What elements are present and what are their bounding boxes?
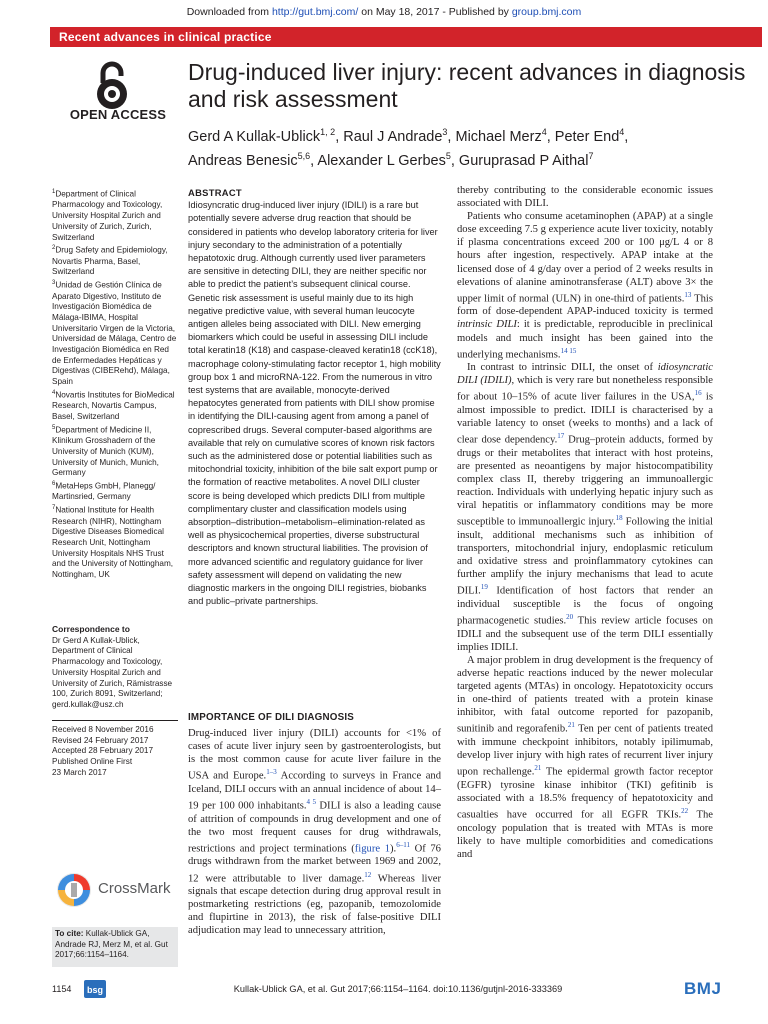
svg-text:bsg: bsg [86,985,104,995]
reference-link[interactable]: 21 [567,721,575,730]
author[interactable]: Michael Merz [455,128,542,145]
author[interactable]: Guruprasad P Aithal [458,152,589,169]
correspondence-text: Dr Gerd A Kullak-Ublick, Department of Clinical Pharmacology and Toxicology, University Hospital Zurich and University of Zurich, Rämistrasse 100, Zurich 8091, Switzerland; gerd.kullak@usz.ch [52,635,173,709]
article-title: Drug-induced liver injury: recent advances in diagnosis and risk assessment [188,59,746,112]
divider [52,720,178,721]
author-list: Gerd A Kullak-Ublick$^{1, 2}$, Raul J Andrade$^3$, Michael Merz$^4$, Peter End$^4$, Andreas Benesic$^{5,6}$, Alexander L Gerbes$^5$, Guruprasad P Aithal$^7$ [188,127,629,169]
affiliation: $^4$Novartis Institutes for BioMedical Research, Novartis Campus, Basel, Switzerland [52,389,175,421]
author[interactable]: Peter End [554,128,620,145]
abstract [188,186,441,609]
reference-link[interactable]: 16 [694,389,702,398]
open-access-label: OPEN ACCESS [69,107,167,122]
article-dates: Received 8 November 2016 Revised 24 February 2017 Accepted 28 February 2017 Published Online First 23 March 2017 [52,725,154,777]
reference-link[interactable]: 20 [566,613,574,622]
bmj-logo: BMJ [684,979,722,998]
author[interactable]: Gerd A Kullak-Ublick [188,128,321,145]
paragraph: Patients who consume acetaminophen (APAP) at a single dose exceeding 7.5 g experience acute liver toxicity, notably if plasma concentrations exceed 200 or 100 μg/L 4 or 8 hours after ingestion, respectively. APAP intake at the licensed dose of 4 g/day over a period of 2 weeks results in elevations of alanine aminotransferase (ALT) above 3× the upper limit of normal (ULN) in one-third of patients.$^{13}$ This form of dose-dependent APAP-induced toxicity is termed intrinsic DILI: it is predictable, reproducible in preclinical models and much insight has been gained into the underlying mechanisms.$^{14 15}$ [457,211,714,361]
correspondence [52,624,178,711]
reference-link[interactable]: 18 [615,514,623,523]
paragraph: Drug-induced liver injury (DILI) accounts for <1% of cases of acute liver injury seen by gastroenterologists, but is the most common cause for acute liver failure in the USA and Europe.$^{1-3}$ According to surveys in France and Iceland, DILI occurs with an annual incidence of about 14–19 per 100 000 inhabitants.$^{4 5}$ DILI is also a leading cause of attrition of compounds in drug development and one of the two most frequent causes for drug withdrawals, restrictions and project terminations (figure 1).$^{6-11}$ Of 76 drugs withdrawn from the market between 1969 and 2002, 12 were attributable to liver damage.$^{12}$ Whereas liver signals that escape detection during drug approval result in postmarketing restrictions (eg, pazopanib, temozolomide and flupirtine in 2013), the risk of false-positive DILI adjudication may lead to unnecessary attrition, [188,728,442,937]
section-heading: IMPORTANCE OF DILI DIAGNOSIS [188,712,354,723]
section-banner: Recent advances in clinical practice [50,27,762,47]
publisher-link[interactable]: group.bmj.com [511,6,582,18]
crossmark-badge[interactable] [56,869,186,911]
crossmark-label: CrossMark [98,880,171,897]
affiliation: $^6$MetaHeps GmbH, Planegg/ Martinsried, Germany [52,480,156,502]
abstract-heading: ABSTRACT [188,187,242,198]
affiliation: $^5$Department of Medicine II, Klinikum Grosshadern of the University of Munich (KUM), University of Munich, Munich, Germany [52,424,159,478]
affiliation: $^2$Drug Safety and Epidemiology, Novartis Pharma, Basel, Switzerland [52,245,168,277]
figure-link[interactable]: figure 1 [354,843,391,855]
body-column-1 [188,727,441,938]
reference-link[interactable]: 21 [534,764,542,773]
download-info: Downloaded from http://gut.bmj.com/ on May 18, 2017 - Published by group.bmj.com [186,6,582,18]
reference-link[interactable]: 14 15 [560,346,577,355]
author[interactable]: Raul J Andrade [343,128,443,145]
abstract-text: Idiosyncratic drug-induced liver injury (IDILI) is a rare but potentially severe adverse drug reaction that should be considered in patients who develop laboratory criteria for liver injury secondary to the administration of a potentially hepatotoxic drug. Although currently used liver parameters are sensitive in detecting DILI, they are neither specific nor able to predict the patient’s subsequent clinical course. Genetic risk assessment is useful mainly due to its high negative predictive value, with several human leucocyte antigen alleles being associated with DILI. New emerging biomarkers which could be useful in assessing DILI include total keratin18 (K18) and caspase-cleaved keratin18 (ccK18), macrophage colony-stimulating factor receptor 1, high mobility group box 1 and microRNA-122. From the numerous in vitro test systems that are available, monocyte-derived hepatocytes generated from patients with DILI show promise in identifying the DILI-causing agent from among a panel of coprescribed drugs. Several computer-based algorithms are available that rely on cumulative scores of known risk factors such as the administered dose or potential liabilities such as mitochondrial toxicity, inhibition of the bile salt export pump or the formation of reactive metabolites. A novel DILI cluster score is being developed which predicts DILI from multiple complimentary cluster and classification models using absorption–distribution–metabolism–elimination-related as well as physicochemical properties, diverse substructural descriptors and known structural liabilities. The provision of more advanced scientific and regulatory guidance for liver safety assessment will depend on validating the new diagnostic markers in the ongoing DILI registries, biobanks and public–private partnerships. [188,200,441,607]
gut-link[interactable]: http://gut.bmj.com/ [271,6,359,18]
paragraph: A major problem in drug development is the frequency of adverse hepatic reactions induced by the newer molecular targeted agents (MTAs) in oncology. Hepatotoxicity occurs in one-third of patients treated with a protein kinase inhibitor, with fatal outcome reported for pazopanib, sunitinib and regorafenib.$^{21}$ Ten per cent of patients treated with immune checkpoint inhibitors, notably ipilimumab, develop liver injury with high rates of recurrent liver injury upon rechallenge.$^{21}$ The epidermal growth factor receptor (EGFR) tyrosine kinase inhibitor (TKI) gefitinib is associated with a 18.5% frequency of hepatotoxicity and casualties have occurred for all EGFR TKIs.$^{22}$ The oncology population that is treated with MTAs is more likely to have multiple comorbidities and comedications and [457,654,713,860]
affiliation: $^7$National Institute for Health Research (NIHR), Nottingham Digestive Diseases Biomedical Research Unit, Nottingham University Hospitals NHS Trust and the University of Nottingham, Nottingham, UK [52,505,174,580]
reference-link[interactable]: 4 5 [306,798,317,806]
cite-box: To cite: Kullak-Ublick GA, Andrade RJ, Merz M, et al. Gut 2017;66:1154–1164. [52,927,178,967]
bsg-logo-icon [84,980,106,998]
paragraph: In contrast to intrinsic DILI, the onset of idiosyncratic DILI (IDILI), which is very rare but nonetheless responsible for about 10–15% of acute liver failures in the USA,$^{16}$ is almost impossible to predict. IDILI is characterised by a variable latency to onset (weeks to months) and a lack of clear dose dependency.$^{17}$ Drug–protein adducts, formed by drugs or their metabolites that interact with host proteins, are presented as neoantigens by major histocompatibility complex class II, thereby triggering an immunoallergic reaction. Individuals with underlying hepatic injury such as viral hepatitis or inflammatory conditions may be more susceptible to immunoallergic injury.$^{18}$ Following the initial insult, additional mechanisms such as inhibition of transporters, mitochondrial injury, endoplasmic reticulum and oxidative stress and proinflammatory cytokines can further amplify the injury mechanisms that lead to acute DILI.$^{19}$ Identification of host factors that render an individual susceptible is the focus of ongoing pharmacogenetic studies.$^{20}$ This review article focuses on IDILI and the subsequent use of the term DILI essentially implies IDILI. [457,362,713,653]
footer-citation: Kullak-Ublick GA, et al. Gut 2017;66:1154–1164. doi:10.1136/gutjnl-2016-333369 [233,984,563,994]
reference-link[interactable]: 12 [364,870,372,879]
reference-link[interactable]: 6–11 [396,840,410,849]
reference-link[interactable]: 19 [480,583,488,592]
affiliation: $^1$Department of Clinical Pharmacology and Toxicology, University Hospital Zurich and University of Zurich, Zurich, Switzerland [52,189,163,242]
affiliations [52,187,178,581]
body-column-2 [457,184,713,861]
reference-link[interactable]: 22 [681,807,689,815]
paragraph: thereby contributing to the considerable economic issues associated with DILI. [457,185,713,210]
reference-link[interactable]: 13 [684,290,692,299]
page-number: 1154 [52,984,72,994]
affiliation: $^3$Unidad de Gestión Clínica de Aparato Digestivo, Instituto de Investigación Biomédica de Málaga-IBIMA, Hospital Universitario Virgen de la Victoria, Universidad de Málaga, Centro de Investigación Biomédica en Red de Enfermedades Hepáticas y Digestivas (CIBERehd), Málaga, Spain [52,280,177,387]
author[interactable]: Andreas Benesic [188,152,298,169]
crossmark-icon [56,872,92,908]
reference-link[interactable]: 1–3 [266,768,277,777]
correspondence-heading: Correspondence to [52,624,130,634]
reference-link[interactable]: 17 [557,432,565,441]
author[interactable]: Alexander L Gerbes [317,152,446,169]
